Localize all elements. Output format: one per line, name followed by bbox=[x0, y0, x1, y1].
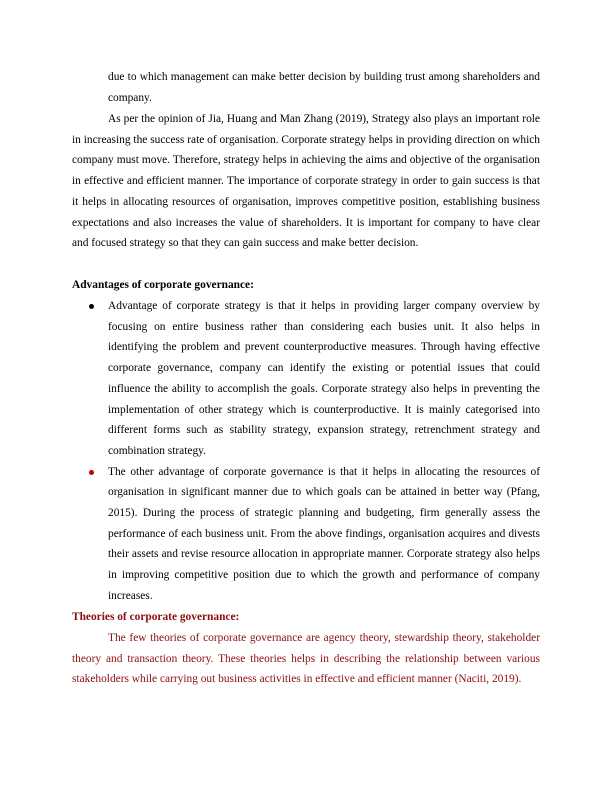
advantage-text-1: Advantage of corporate strategy is that it helps in providing larger company overview by focusing on entire business rather than considering each busies unit. It also helps in identifying the problem and prevent counterproductive measures. Through having effective corporate governance, company can identify the existing or potential issues that could influence the ability to accomplish the goals. Corporate strategy also helps in preventing the implementation of other strategy which is counterproductive. It is mainly categorised into different forms such as stability strategy, expansion strategy, retrenchment strategy and combination strategy. bbox=[108, 300, 540, 457]
continuation-paragraph bbox=[108, 67, 540, 108]
list-item bbox=[108, 296, 540, 462]
theories-paragraph-text: The few theories of corporate governance are agency theory, stewardship theory, stakeholder theory and transaction theory. These theories helps in describing the relationship between various stakeholders while carrying out business activities in effective and efficient manner (Naciti, 2019). bbox=[72, 632, 540, 686]
strategy-paragraph bbox=[72, 109, 540, 254]
list-item bbox=[108, 462, 540, 607]
theories-heading: Theories of corporate governance: bbox=[72, 611, 240, 623]
advantages-list bbox=[108, 296, 540, 607]
advantages-heading: Advantages of corporate governance: bbox=[72, 279, 254, 291]
advantage-text-2: The other advantage of corporate governance is that it helps in allocating the resources of organisation in significant manner due to which goals can be attained in better way (Pfang, 2015). During the process of strategic planning and budgeting, firm generally assess the performance of each business unit. From the above findings, organisation acquires and divests their assets and revise resource allocation in appropriate manner. Corporate strategy also helps in improving competitive position due to which the growth and performance of company increases. bbox=[108, 465, 540, 602]
bullet-icon bbox=[89, 470, 94, 475]
bullet-icon bbox=[89, 304, 94, 309]
theories-paragraph bbox=[72, 628, 540, 690]
strategy-paragraph-text: As per the opinion of Jia, Huang and Man Zhang (2019), Strategy also plays an important role in increasing the success rate of organisation. Corporate strategy helps in providing direction on which company must move. Therefore, strategy helps in achieving the aims and objective of the organisation in effective and efficient manner. The importance of corporate strategy in order to gain success is that it helps in allocating resources of organisation, improves competitive position, establishing business expectations and also increases the value of shareholders. It is important for company to have clear and focused strategy so that they can gain success and make better decision. bbox=[72, 113, 540, 250]
continuation-text: due to which management can make better decision by building trust among shareholders and company. bbox=[108, 71, 540, 104]
